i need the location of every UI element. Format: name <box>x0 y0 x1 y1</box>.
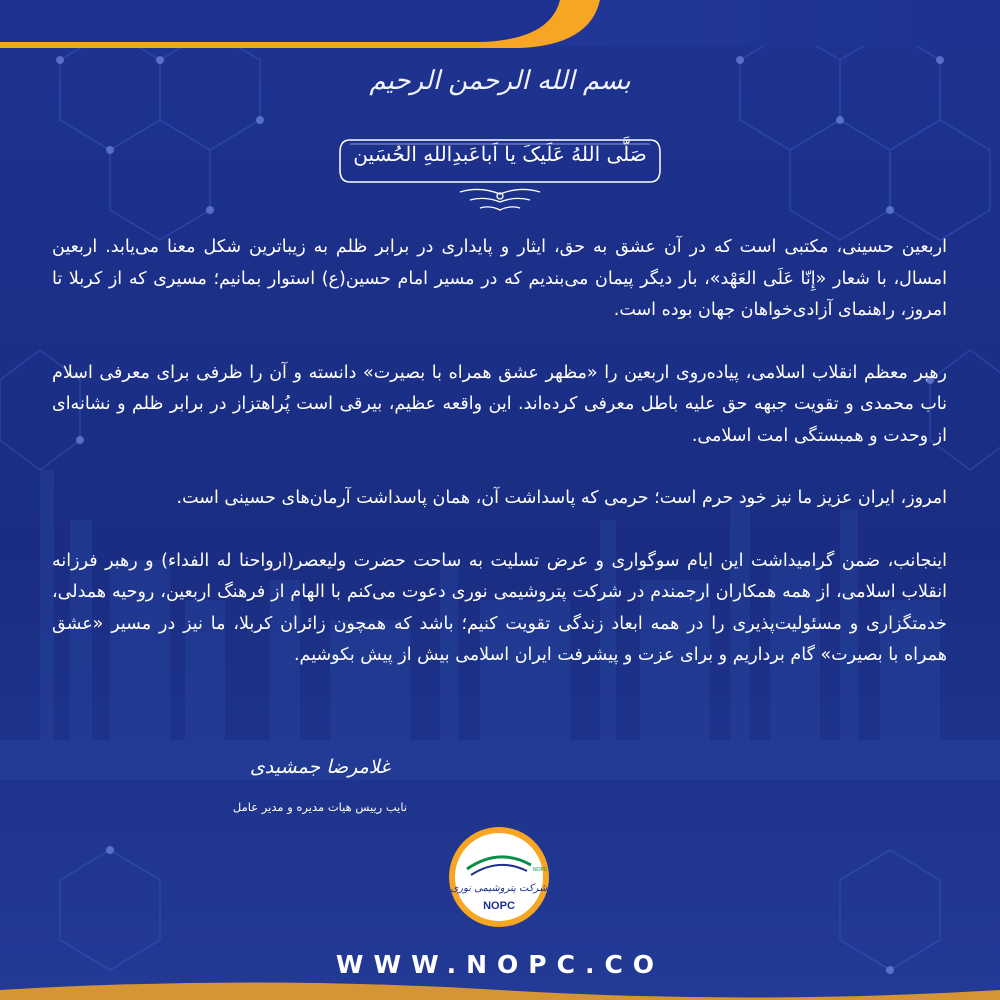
svg-text:NOPC: NOPC <box>533 867 548 873</box>
signatory-title: نایب رییس هیات مدیره و مدیر عامل <box>232 800 408 814</box>
svg-text:شرکت پتروشیمی نوری: شرکت پتروشیمی نوری <box>450 883 548 894</box>
svg-text:NOPC: NOPC <box>483 900 515 912</box>
top-orange-band <box>0 0 600 48</box>
signature: غلامرضا جمشیدی <box>249 756 391 778</box>
paragraph: اربعین حسینی، مکتبی است که در آن عشق به حق، ایثار و پایداری در برابر ظلم به زیباترین شکل معنا می‌یابد. اربعین امسال، با شعار «إِنّا عَلَی العَهْد»، بار دیگر پیمان می‌بندیم که در مسیر امام حسین(ع) استوار بمانیم؛ مسیری که از کربلا تا امروز، راهنمای آزادی‌خواهان جهان بوده است. <box>52 237 947 320</box>
salawat-text: صَلَّی اللهُ عَلَیکَ یا اَباعَبدِاللهِ الحُسَین <box>353 142 647 166</box>
message-body <box>52 232 947 703</box>
paragraph: اینجانب، ضمن گرامیداشت این ایام سوگواری و عرض تسلیت به ساحت حضرت ولیعصر(ارواحنا له الفداء) و رهبر فرزانه انقلاب اسلامی، از همه همکاران ارجمندم در شرکت پتروشیمی نوری دعوت می‌کنم با الهام از فرهنگ اربعین، روحیه همدلی، خدمتگزاری و مسئولیت‌پذیری را در همه ابعاد زندگی تقویت کنیم؛ باشد که همچون زائران کربلا، ما نیز در مسیر «عشق همراه با بصیرت» گام برداریم و برای عزت و پیشرفت ایران اسلامی بیش از پیش بکوشیم. <box>52 550 947 665</box>
website-link[interactable]: WWW.NOPC.CO <box>335 950 665 979</box>
basmala-calligraphy: بسم الله الرحمن الرحیم <box>369 66 631 96</box>
paragraph: رهبر معظم انقلاب اسلامی، پیاده‌روی اربعین را «مظهر عشق همراه با بصیرت» دانسته و آن را ظرفی برای معرفی اسلام ناب محمدی و تقویت جبهه حق علیه باطل معرفی کرده‌اند. این واقعه عظیم، بیرقی است پُراهتزاز در برابر ظلم و نشانه‌ای از وحدت و همبستگی امت اسلامی. <box>52 362 947 446</box>
paragraph: امروز، ایران عزیز ما نیز خود حرم است؛ حرمی که پاسداشت آن، همان پاسداشت آرمان‌های حسینی است. <box>176 488 947 508</box>
company-logo <box>447 825 551 929</box>
